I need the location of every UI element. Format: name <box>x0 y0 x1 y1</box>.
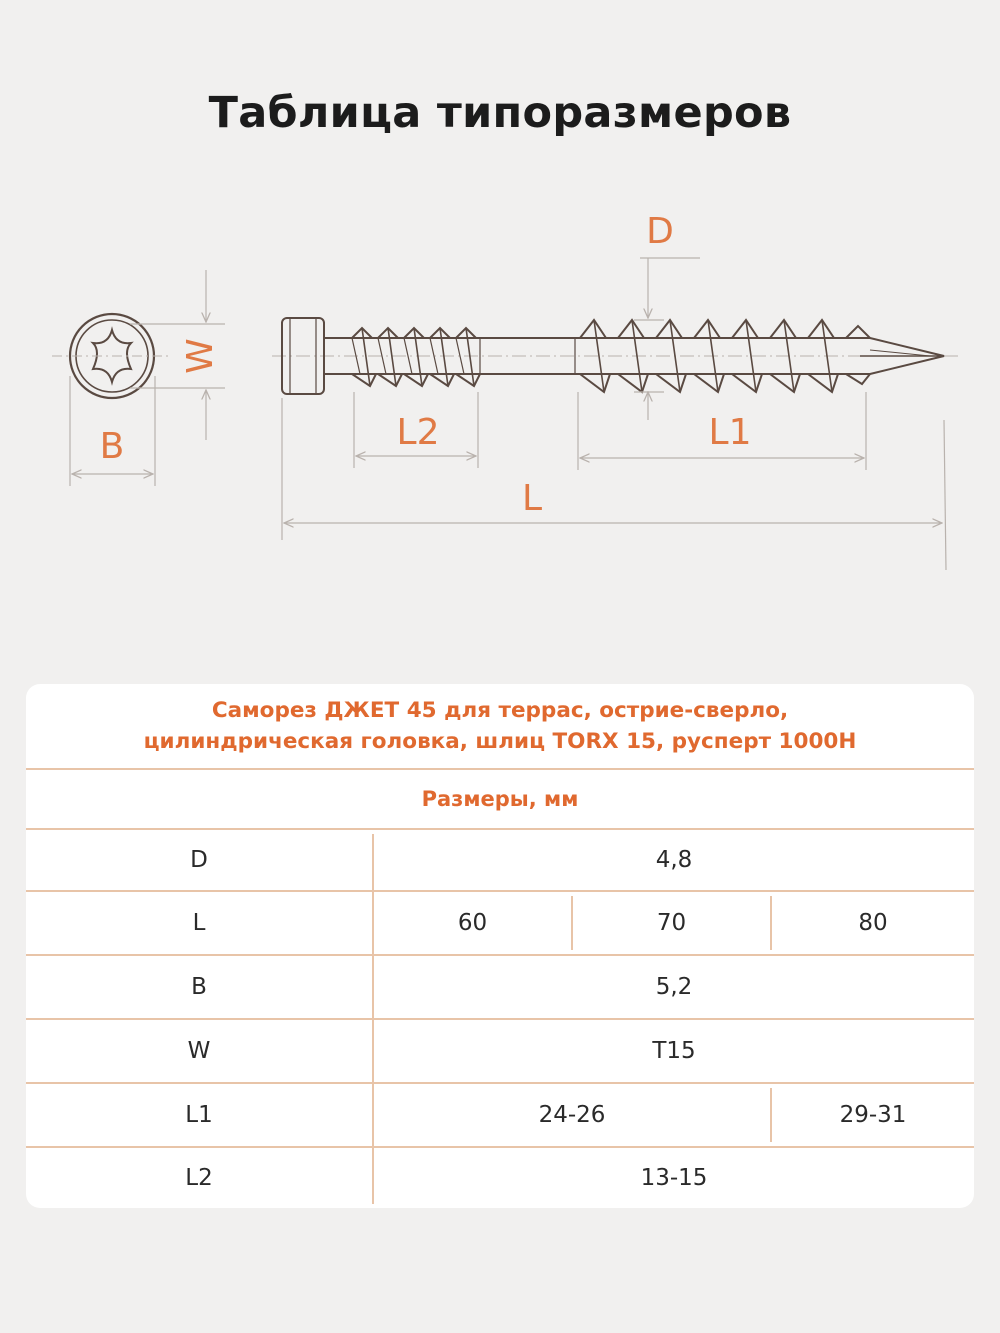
value-cell: 24-26 <box>538 1102 606 1128</box>
label-d: D <box>646 211 674 252</box>
value-cell: 13-15 <box>640 1165 708 1191</box>
value-cell: 29-31 <box>839 1102 907 1128</box>
column-divider <box>770 896 772 950</box>
column-divider <box>372 834 374 1204</box>
value-cell: 60 <box>457 910 488 936</box>
value-cell: 70 <box>656 910 687 936</box>
param-cell-l2: L2 <box>185 1165 213 1191</box>
label-w: W <box>180 338 221 374</box>
value-cell: 80 <box>858 910 888 936</box>
param-cell-l1: L1 <box>185 1102 213 1128</box>
value-cell: 5,2 <box>655 974 693 1000</box>
value-cell: 4,8 <box>655 847 693 873</box>
table-header-line1: Саморез ДЖЕТ 45 для террас, острие-сверло, <box>211 698 789 723</box>
label-l1: L1 <box>708 412 752 453</box>
column-divider <box>770 1088 772 1142</box>
label-l: L <box>521 478 543 519</box>
table-subheader: Размеры, мм <box>421 787 579 811</box>
l-dimension <box>282 398 946 570</box>
param-cell-l: L <box>192 910 206 936</box>
param-cell-b: B <box>191 974 207 1000</box>
screw-dimension-drawing <box>0 0 1000 640</box>
screw-side-view <box>272 318 960 394</box>
label-l2: L2 <box>396 412 440 453</box>
label-b: B <box>99 426 125 467</box>
page-title: Таблица типоразмеров <box>208 88 792 138</box>
table-header <box>26 684 974 768</box>
param-cell-w: W <box>187 1038 211 1064</box>
table-header-line2: цилиндрическая головка, шлиц TORX 15, русперт 1000Н <box>143 729 857 754</box>
size-table <box>26 684 974 1208</box>
column-divider <box>571 896 573 950</box>
param-cell-d: D <box>190 847 208 873</box>
value-cell: T15 <box>652 1038 696 1064</box>
